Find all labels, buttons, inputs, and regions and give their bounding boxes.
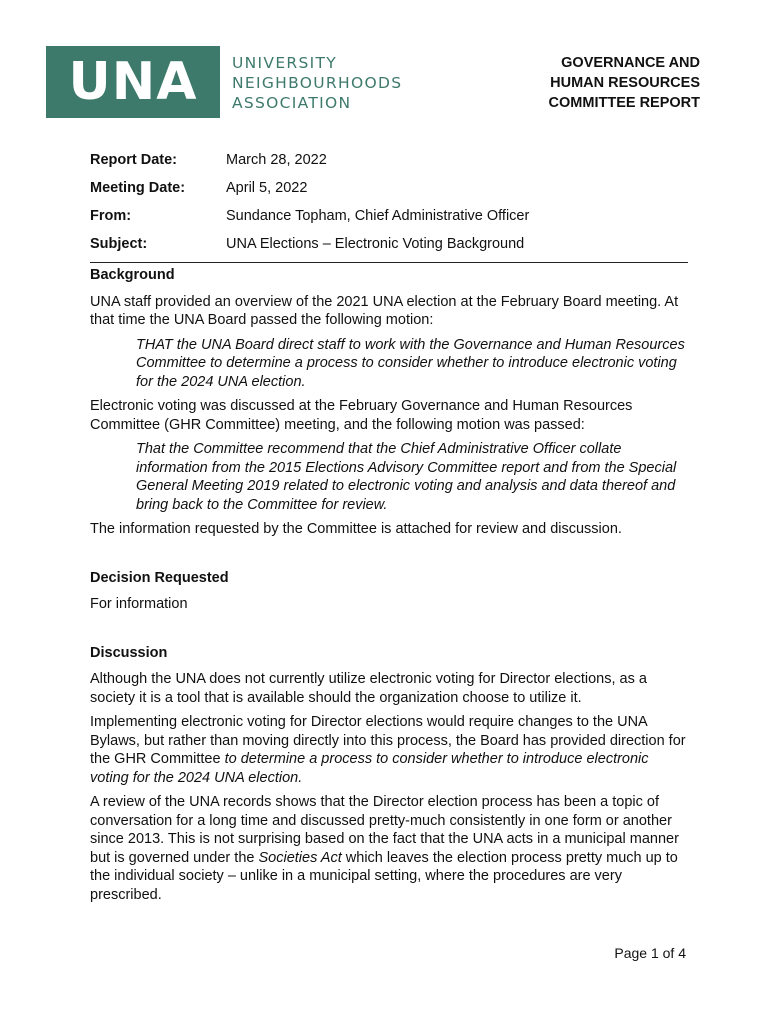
report-title-line-2: HUMAN RESOURCES — [550, 75, 700, 91]
meta-label: Meeting Date: — [90, 180, 186, 196]
section-spacer — [90, 545, 690, 569]
committee-motion-quote: That the Committee recommend that the Chief Administrative Officer collate information from the 2015 Elections Advisory Committee report and from the Special General Meeting 2019 related to electronic voting and analysis and data thereof and bring back to the Committee for review. — [136, 441, 677, 513]
meta-row-meeting-date — [90, 174, 688, 202]
board-motion-quote: THAT the UNA Board direct staff to work with the Governance and Human Resources Committee to determine a process to consider whether to introduce electronic voting for the 2024 UNA election. — [136, 336, 685, 390]
meta-value: April 5, 2022 — [226, 180, 308, 196]
meta-label: From: — [90, 208, 132, 224]
discussion-p3-text-a: A review of the UNA records shows that the Director election process has been a topic of conversation for a long time and discussed pretty-much consistently in one form or another since 2013. This is not surprising based on the fact that the UNA acts in a municipal manner but is governed under the — [90, 794, 679, 866]
societies-act-title: Societies Act — [258, 849, 342, 866]
report-title-line-3: COMMITTEE REPORT — [548, 95, 700, 111]
discussion-paragraph-2 — [90, 713, 690, 787]
meta-label: Report Date: — [90, 152, 178, 168]
meta-value: March 28, 2022 — [226, 152, 327, 168]
meta-row-report-date — [90, 146, 688, 174]
decision-paragraph: For information — [90, 596, 188, 612]
logo-line-1: UNIVERSITY — [232, 54, 338, 72]
una-logo-mark — [46, 46, 220, 118]
meta-label: Subject: — [90, 236, 148, 252]
decision-heading: Decision Requested — [90, 569, 229, 586]
logo-line-2: NEIGHBOURHOODS — [232, 74, 403, 92]
meta-value: Sundance Topham, Chief Administrative Officer — [226, 208, 530, 224]
discussion-heading: Discussion — [90, 644, 168, 661]
discussion-p2-emphasis: to determine a process to consider whether to introduce electronic voting for the 2024 UNA election. — [90, 751, 649, 786]
report-metadata — [90, 146, 688, 263]
background-paragraph-1: UNA staff provided an overview of the 2021 UNA election at the February Board meeting. At that time the UNA Board passed the following motion: — [90, 293, 679, 328]
background-paragraph-2: Electronic voting was discussed at the February Governance and Human Resources Committee (GHR Committee) meeting, and the following motion was passed: — [90, 398, 633, 433]
meta-value: UNA Elections – Electronic Voting Background — [226, 236, 525, 252]
section-spacer — [90, 620, 690, 644]
logo-line-3: ASSOCIATION — [232, 94, 352, 112]
discussion-p3-text-b: which leaves the election process pretty much up to the individual society – unlike in a municipal setting, where the procedures are very prescribed. — [90, 849, 678, 903]
discussion-p2-text: Implementing electronic voting for Director elections would require changes to the UNA Bylaws, but rather than moving directly into this process, the Board has provided direction for the GHR Committee — [90, 714, 686, 767]
report-title — [549, 53, 700, 113]
page-number: Page 1 of 4 — [614, 945, 686, 961]
discussion-paragraph-1: Although the UNA does not currently utilize electronic voting for Director elections, as a society it is a tool that is available should the organization choose to utilize it. — [90, 671, 647, 706]
discussion-paragraph-3 — [90, 793, 690, 904]
background-heading: Background — [90, 267, 175, 283]
logo-wordmark — [232, 53, 402, 113]
meta-row-subject — [90, 230, 688, 258]
logo-abbreviation: UNA — [68, 52, 198, 112]
report-title-line-1: GOVERNANCE AND — [561, 55, 700, 71]
meta-row-from — [90, 202, 688, 230]
background-paragraph-3: The information requested by the Committee is attached for review and discussion. — [90, 521, 622, 537]
report-body — [90, 266, 690, 910]
